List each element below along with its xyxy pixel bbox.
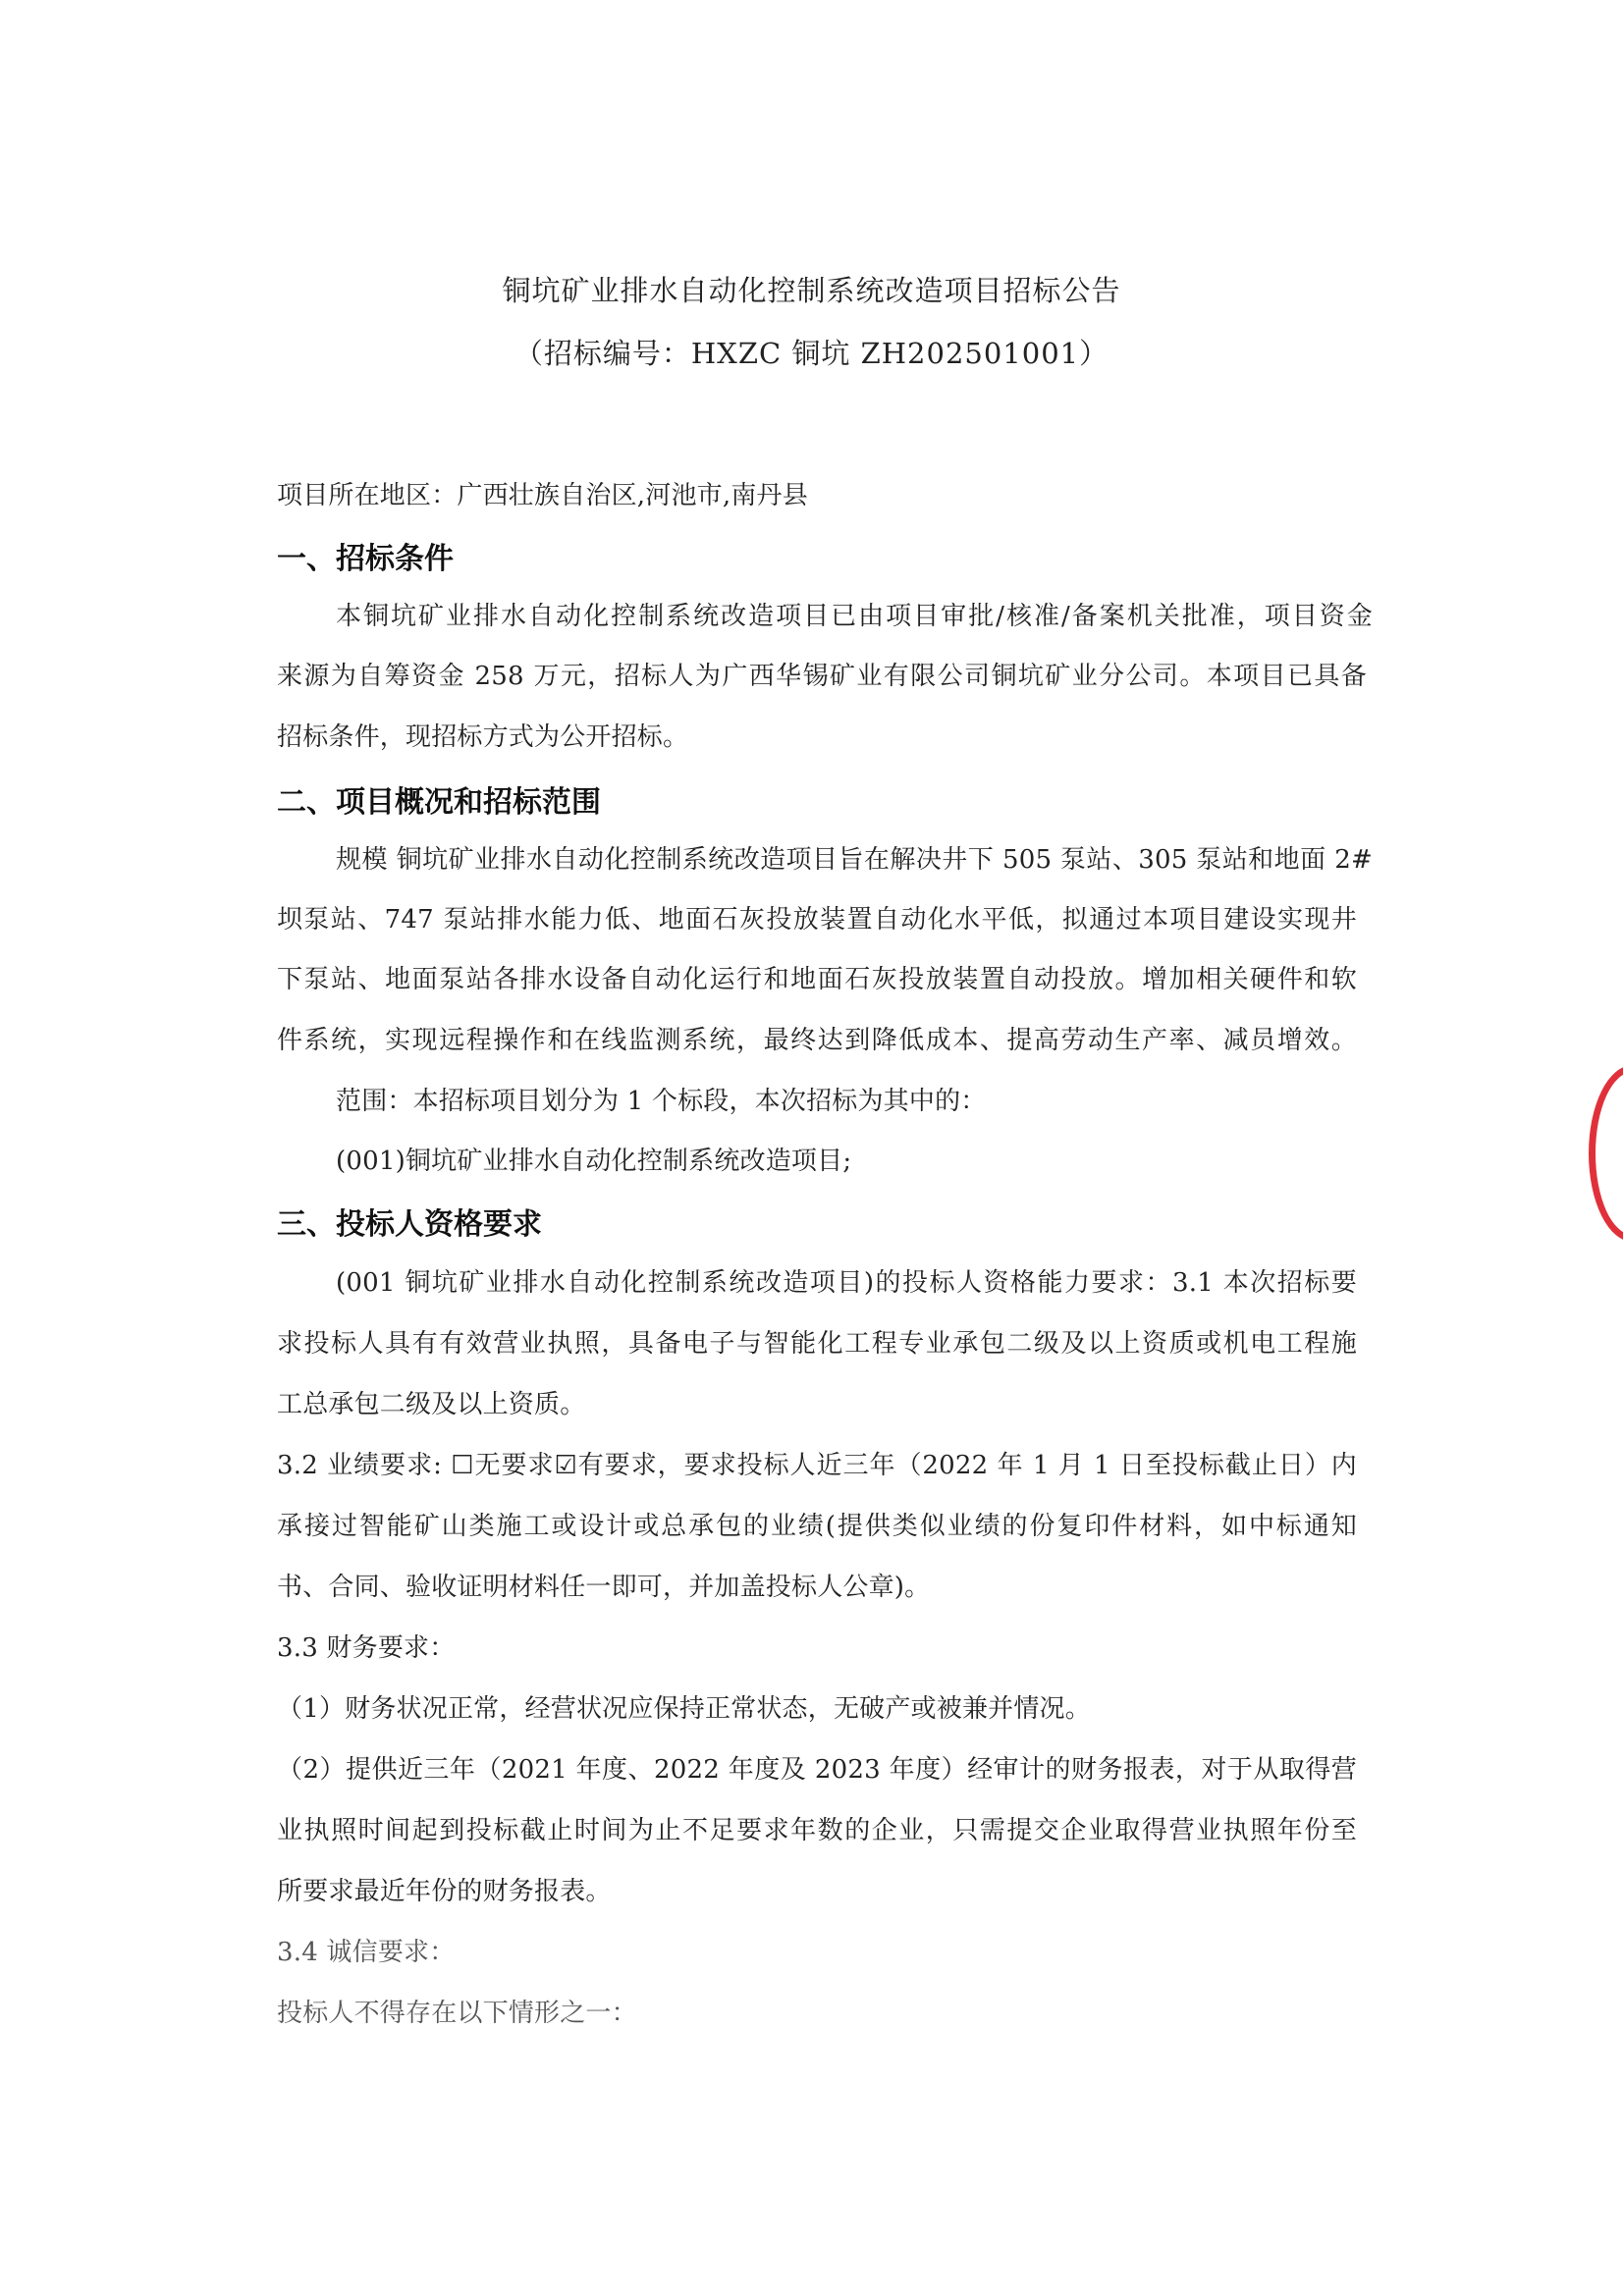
paragraph-line: 3.4 诚信要求： bbox=[277, 1938, 456, 1967]
paragraph-line: （1）财务状况正常，经营状况应保持正常状态，无破产或被兼并情况。 bbox=[277, 1694, 1091, 1724]
section-heading-3: 三、投标人资格要求 bbox=[277, 1207, 542, 1242]
paragraph-line: 坝泵站、747 泵站排水能力低、地面石灰投放装置自动化水平低，拟通过本项目建设实现井 bbox=[277, 905, 1357, 934]
paragraph-line: 招标条件，现招标方式为公开招标。 bbox=[277, 722, 689, 752]
region-line: 项目所在地区：广西壮族自治区,河池市,南丹县 bbox=[277, 481, 808, 510]
paragraph-line: 本铜坑矿业排水自动化控制系统改造项目已由项目审批/核准/备案机关批准，项目资金 bbox=[336, 602, 1373, 631]
paragraph-line: 所要求最近年份的财务报表。 bbox=[277, 1877, 612, 1906]
paragraph-line: 业执照时间起到投标截止时间为止不足要求年数的企业，只需提交企业取得营业执照年份至 bbox=[277, 1816, 1357, 1845]
bid-number: （招标编号：HXZC 铜坑 ZH202501001） bbox=[514, 337, 1109, 370]
paragraph-line: 3.3 财务要求： bbox=[277, 1633, 456, 1663]
paragraph-line: (001)铜坑矿业排水自动化控制系统改造项目; bbox=[336, 1147, 852, 1176]
paragraph-line: 投标人不得存在以下情形之一： bbox=[277, 1999, 637, 2028]
paragraph-line: 下泵站、地面泵站各排水设备自动化运行和地面石灰投放装置自动投放。增加相关硬件和软 bbox=[277, 965, 1357, 994]
paragraph-line: 范围：本招标项目划分为 1 个标段，本次招标为其中的： bbox=[336, 1087, 987, 1116]
section-heading-2: 二、项目概况和招标范围 bbox=[277, 785, 601, 820]
paragraph-line: 承接过智能矿山类施工或设计或总承包的业绩(提供类似业绩的份复印件材料，如中标通知 bbox=[277, 1512, 1357, 1541]
paragraph-line: （2）提供近三年（2021 年度、2022 年度及 2023 年度）经审计的财务报表，对于从取得营 bbox=[277, 1755, 1357, 1785]
paragraph-line: (001 铜坑矿业排水自动化控制系统改造项目)的投标人资格能力要求：3.1 本次招标要 bbox=[336, 1268, 1357, 1298]
red-seal-stamp bbox=[1589, 1065, 1623, 1242]
paragraph-line: 书、合同、验收证明材料任一即可，并加盖投标人公章)。 bbox=[277, 1573, 931, 1602]
paragraph-line: 规模 铜坑矿业排水自动化控制系统改造项目旨在解决井下 505 泵站、305 泵站和地面 2# bbox=[336, 845, 1373, 875]
paragraph-line: 件系统，实现远程操作和在线监测系统，最终达到降低成本、提高劳动生产率、减员增效。 bbox=[277, 1026, 1357, 1055]
paragraph-line: 3.2 业绩要求: ☐无要求☑有要求，要求投标人近三年（2022 年 1 月 1 日至投标截止日）内 bbox=[277, 1451, 1357, 1480]
paragraph-line: 求投标人具有有效营业执照，具备电子与智能化工程专业承包二级及以上资质或机电工程施 bbox=[277, 1329, 1357, 1359]
paragraph-line: 来源为自筹资金 258 万元，招标人为广西华锡矿业有限公司铜坑矿业分公司。本项目已具备 bbox=[277, 662, 1367, 691]
paragraph-line: 工总承包二级及以上资质。 bbox=[277, 1390, 586, 1419]
page-title: 铜坑矿业排水自动化控制系统改造项目招标公告 bbox=[502, 274, 1121, 307]
section-heading-1: 一、招标条件 bbox=[277, 542, 454, 576]
